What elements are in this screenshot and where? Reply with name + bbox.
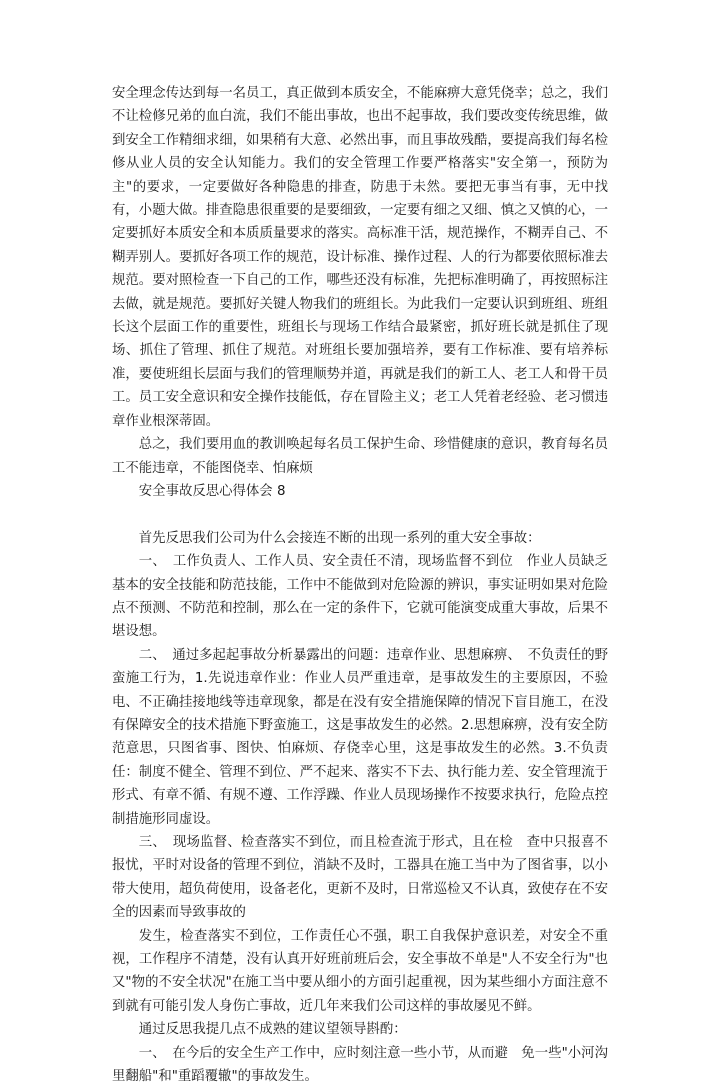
paragraph-point-one: 一、 工作负责人、工作人员、安全责任不清，现场监督不到位 作业人员缺乏基本的安全技能和防范技能，工作中不能做到对危险源的辨识，事实证明如果对危险点不预测、不防范和控制，那么在一定的条件下，它就可能演变成重大事故，后果不堪设想。	[112, 554, 608, 640]
paragraph-suggestion-one: 一、 在今后的安全生产工作中，应时刻注意一些小节，从而避 免一些"小河沟里翻船"和"重蹈覆辙"的事故发生。	[112, 1045, 608, 1085]
paragraph-continuation: 发生，检查落实不到位，工作责任心不强，职工自我保护意识差，对安全不重视，工作程序不清楚，没有认真开好班前班后会，安全事故不单是"人不安全行为"也又"物的不安全状况"在施工当中要从细小的方面引起重视，因为某些细小方面注意不到就有可能引发人身伤亡事故，近几年来我们公司这样的事故屡见不鲜。	[112, 928, 608, 1014]
paragraph-summary: 总之，我们要用血的教训唤起每名员工保护生命、珍惜健康的意识，教育每名员工不能违章，不能图侥幸、怕麻烦	[112, 437, 608, 476]
paragraph-point-two: 二、 通过多起起事故分析暴露出的问题：违章作业、思想麻痹、 不负责任的野蛮施工行为，1.先说违章作业：作业人员严重违章，是事故发生的主要原因，不验电、不正确挂接地线等违章现象，都是在没有安全措施保障的情况下盲目施工，在没有保障安全的技术措施下野蛮施工，这是事故发生的必然。2.思想麻痹，没有安全防范意思，只图省事、图快、怕麻烦、存侥幸心里，这是事故发生的必然。3.不负责任：制度不健全、管理不到位、严不起来、落实不下去、执行能力差、安全管理流于形式、有章不循、有规不遵、工作浮躁、作业人员现场操作不按要求执行，危险点控制措施形同虚设。	[112, 647, 608, 827]
paragraph-reflection-intro: 首先反思我们公司为什么会接连不断的出现一系列的重大安全事故：	[138, 530, 541, 546]
blank-line	[112, 503, 608, 526]
paragraph-suggestions-intro: 通过反思我提几点不成熟的建议望领导斟酌：	[138, 1022, 407, 1038]
paragraph-point-three: 三、 现场监督、检查落实不到位，而且检查流于形式，且在检 查中只报喜不报忧，平时对设备的管理不到位，消缺不及时，工器具在施工当中为了图省事，以小带大使用，超负荷使用，设备老化，更新不及时，日常巡检又不认真，致使存在不安全的因素而导致事故的	[112, 834, 608, 921]
document-body	[112, 82, 608, 1088]
paragraph-safety-philosophy: 安全理念传达到每一名员工，真正做到本质安全，不能麻痹大意凭侥幸；总之，我们不让检修兄弟的血白流，我们不能出事故，也出不起事故，我们要改变传统思维，做到安全工作精细求细，如果稍有大意、必然出事，而且事故残酷，要提高我们每名检修从业人员的安全认知能力。我们的安全管理工作要严格落实"安全第一，预防为主"的要求，一定要做好各种隐患的排查，防患于未然。要把无事当有事，无中找有，小题大做。排查隐患很重要的是要细致，一定要有细之又细、慎之又慎的心，一定要抓好本质安全和本质质量要求的落实。高标准干活，规范操作，不糊弄自己、不糊弄别人。要抓好各项工作的规范，设计标准、操作过程、人的行为都要依照标准去规范。要对照检查一下自己的工作，哪些还没有标准，先把标准明确了，再按照标注去做，就是规范。要抓好关键人物我们的班组长。为此我们一定要认识到班组、班组长这个层面工作的重要性，班组长与现场工作结合最紧密，抓好班长就是抓住了现场、抓住了管理、抓住了规范。对班组长要加强培养，要有工作标准、要有培养标准，要使班组长层面与我们的管理顺势并道，再就是我们的新工人、老工人和骨干员工。员工安全意识和安全操作技能低，存在冒险主义；老工人凭着老经验、老习惯违章作业根深蒂固。	[112, 86, 608, 429]
section-title: 安全事故反思心得体会 8	[138, 483, 286, 499]
